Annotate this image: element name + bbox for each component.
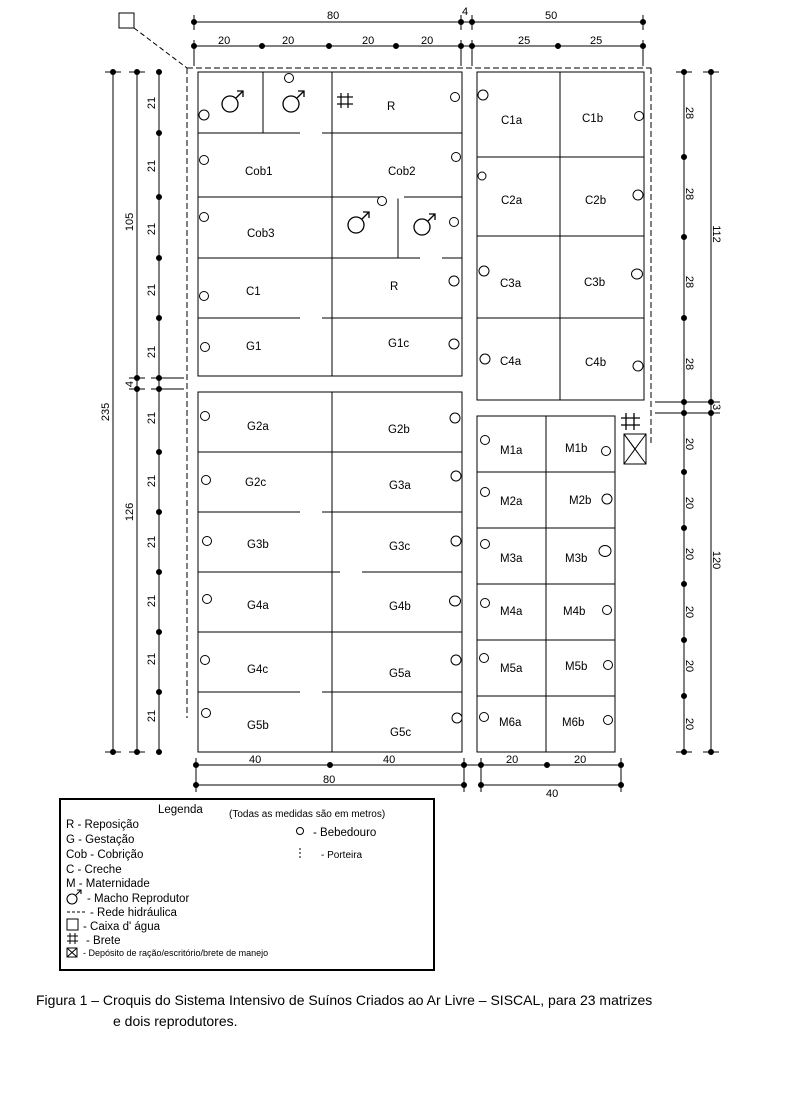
pen-label: C3b — [584, 277, 606, 289]
pen-label: M4a — [500, 606, 523, 618]
legend-item: - Brete — [86, 935, 121, 947]
pen-label: G2b — [388, 424, 410, 436]
gates-upper — [300, 133, 442, 318]
pen-label: R — [390, 281, 399, 293]
pen-label: C4b — [585, 357, 607, 369]
dimension-label: 80 — [327, 10, 340, 22]
pen-label: G1 — [246, 341, 262, 353]
pen-label: G3a — [389, 480, 411, 492]
pen-label: G1c — [388, 338, 410, 350]
left-lower-block — [198, 392, 462, 752]
dimension-label: 21 — [146, 96, 158, 110]
pen-label: Cob2 — [388, 166, 416, 178]
dimension-label: 126 — [124, 502, 136, 522]
dimension-lines — [105, 15, 720, 792]
legend-item: - Caixa d' água — [83, 921, 160, 933]
dimension-label: 112 — [710, 225, 722, 243]
dimension-label: 20 — [683, 717, 695, 731]
pen-label: M6a — [499, 717, 522, 729]
right-lower-block — [477, 416, 615, 752]
legend-item: Cob - Cobrição — [66, 849, 144, 861]
pen-label: M1b — [565, 443, 588, 455]
pen-label: G4c — [247, 664, 269, 676]
dimension-label: 21 — [146, 159, 158, 173]
dimension-label: 20 — [218, 35, 231, 47]
dimension-label: 40 — [383, 754, 396, 766]
pen-label: G5b — [247, 720, 269, 732]
pen-label: G3c — [389, 541, 411, 553]
pen-label: M6b — [562, 717, 585, 729]
legend-item: - Depósito de ração/escritório/brete de manejo — [83, 948, 269, 958]
dimension-label: 21 — [146, 283, 158, 297]
dimension-label: 40 — [249, 754, 262, 766]
dimension-label: 20 — [282, 35, 295, 47]
pen-label: G5c — [390, 727, 412, 739]
legend-item: - Rede hidráulica — [90, 907, 177, 919]
dimension-label: 40 — [546, 788, 559, 800]
legend-item: R - Reposição — [66, 819, 139, 831]
caption-line: Figura 1 – Croquis do Sistema Intensivo de Suínos Criados ao Ar Livre – SISCAL, para 23 matrizes — [36, 992, 653, 1008]
male-icon — [283, 91, 304, 112]
dimension-label: 20 — [683, 547, 695, 561]
pen-label: G3b — [247, 539, 269, 551]
dimension-label: 20 — [683, 605, 695, 619]
pen-label: G4a — [247, 600, 269, 612]
pen-label: C1a — [501, 115, 523, 127]
dimension-label: 4 — [124, 380, 136, 388]
dimension-labels — [100, 6, 722, 800]
pen-label: C2b — [585, 195, 607, 207]
dimension-label: 80 — [323, 774, 336, 786]
pen-label: M2b — [569, 495, 592, 507]
legend — [60, 799, 434, 970]
dimension-label: 25 — [518, 35, 531, 47]
dimension-label: 28 — [683, 106, 695, 120]
dimension-label: 28 — [683, 275, 695, 289]
pen-label: C4a — [500, 356, 522, 368]
pen-label: G4b — [389, 601, 411, 613]
dimension-label: 120 — [710, 550, 722, 570]
legend-item: M - Maternidade — [66, 878, 150, 890]
pen-label: M3a — [500, 553, 523, 565]
male-icon — [348, 212, 369, 233]
dimension-label: 28 — [683, 187, 695, 201]
dimension-label: 20 — [362, 35, 375, 47]
male-icon — [222, 91, 243, 112]
dimension-label: 20 — [683, 496, 695, 510]
water-tank — [119, 13, 187, 68]
dimension-label: 21 — [146, 222, 158, 236]
dimension-label: 21 — [146, 474, 158, 488]
pen-label: G2a — [247, 421, 269, 433]
dimension-label: 20 — [421, 35, 434, 47]
legend-title: Legenda — [158, 804, 203, 816]
caption-line: e dois reprodutores. — [113, 1013, 238, 1029]
figure-caption — [36, 990, 776, 1032]
dimension-label: 20 — [683, 659, 695, 673]
dimension-label: 25 — [590, 35, 603, 47]
dimension-label: 21 — [146, 411, 158, 425]
deposit-icon — [67, 948, 77, 957]
deposit-icon — [624, 434, 646, 464]
pen-label: M5a — [500, 663, 523, 675]
dimension-label: 21 — [146, 652, 158, 666]
pen-label: R — [387, 101, 396, 113]
tank-icon — [67, 919, 78, 930]
dimension-label: 3 — [710, 403, 722, 411]
dimension-label: 20 — [683, 437, 695, 451]
dimension-label: 20 — [574, 754, 587, 766]
pen-label: M2a — [500, 496, 523, 508]
pen-label: C2a — [501, 195, 523, 207]
legend-item: G - Gestação — [66, 834, 135, 846]
legend-item: - Bebedouro — [313, 827, 377, 839]
dimension-label: 105 — [124, 212, 136, 232]
pen-label: M4b — [563, 606, 586, 618]
dimension-label: 21 — [146, 345, 158, 359]
legend-item: - Porteira — [321, 850, 363, 861]
dimension-label: 235 — [100, 402, 112, 422]
brete-icon — [337, 93, 353, 108]
dimension-label: 28 — [683, 357, 695, 371]
male-icon — [414, 214, 435, 235]
pen-label: M3b — [565, 553, 588, 565]
pen-label: C1b — [582, 113, 604, 125]
left-upper-block — [198, 72, 462, 376]
pen-label: C1 — [246, 286, 261, 298]
legend-item: - Macho Reprodutor — [87, 893, 190, 905]
brete-icon — [621, 413, 640, 430]
pen-label: M1a — [500, 445, 523, 457]
dimension-label: 4 — [462, 6, 469, 18]
pen-label: G5a — [389, 668, 411, 680]
pen-label: G2c — [245, 477, 267, 489]
legend-note: (Todas as medidas são em metros) — [229, 809, 386, 820]
dimension-label: 20 — [506, 754, 519, 766]
legend-item: C - Creche — [66, 864, 122, 876]
pen-label: Cob3 — [247, 228, 275, 240]
pen-label: C3a — [500, 278, 522, 290]
water-trough-icon — [297, 828, 304, 835]
dimension-label: 50 — [545, 10, 558, 22]
pen-label: M5b — [565, 661, 588, 673]
dimension-label: 21 — [146, 709, 158, 723]
dimension-label: 21 — [146, 535, 158, 549]
pen-label: Cob1 — [245, 166, 273, 178]
dimension-label: 21 — [146, 594, 158, 608]
